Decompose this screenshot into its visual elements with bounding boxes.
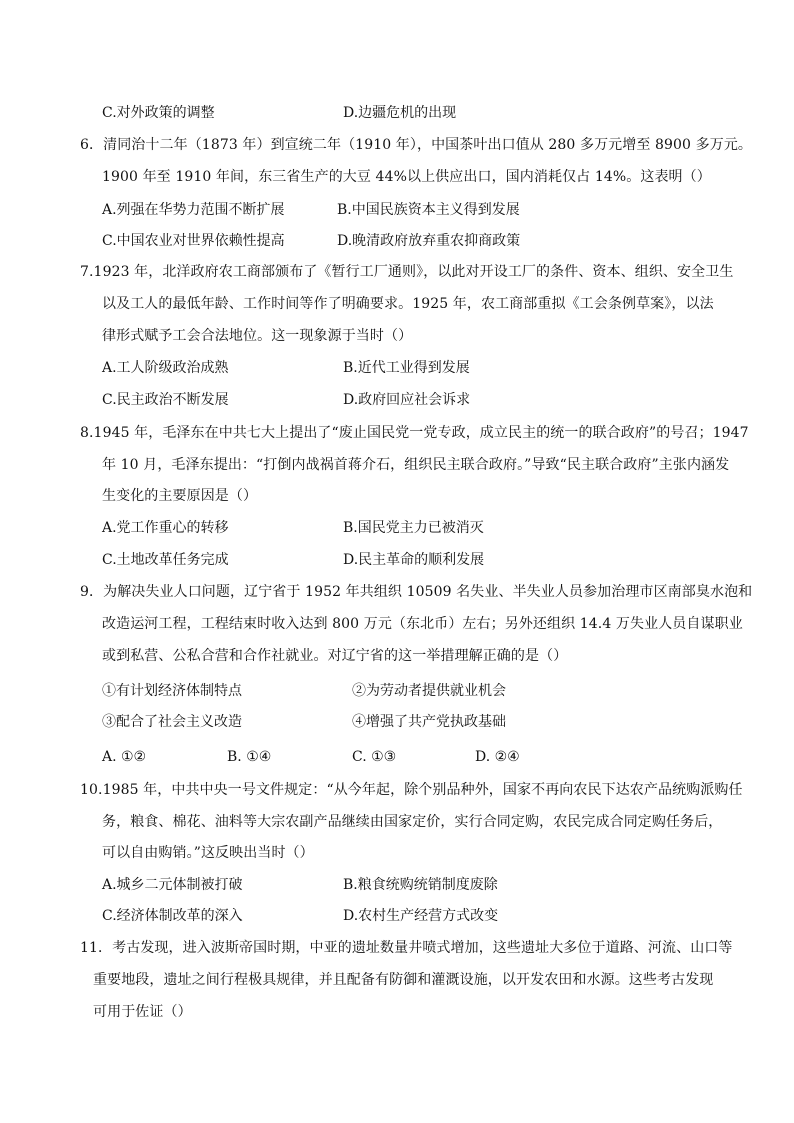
q9-option-d: D. ②④ (475, 749, 520, 765)
q7-option-b: B.近代工业得到发展 (343, 360, 470, 376)
q8-stem-line-3: 生变化的主要原因是（） (102, 488, 258, 504)
q11-stem-line-2: 重要地段，遗址之间行程极具规律，并且配备有防御和灌溉设施，以开发农田和水源。这些考古发现 (93, 972, 714, 988)
q7-option-c: C.民主政治不断发展 (102, 392, 229, 408)
q8-option-b: B.国民党主力已被消灭 (343, 520, 484, 536)
q7-option-a: A.工人阶级政治成熟 (102, 360, 229, 376)
q8-option-d: D.民主革命的顺利发展 (343, 552, 485, 568)
q6-option-a: A.列强在华势力范围不断扩展 (102, 202, 285, 218)
q6-option-c: C.中国农业对世界依赖性提高 (102, 233, 285, 249)
q7-stem-line-3: 律形式赋予工会合法地位。这一现象源于当时（） (102, 328, 413, 344)
q7-option-d: D.政府回应社会诉求 (343, 392, 471, 408)
q6-option-d: D.晚清政府放弃重农抑商政策 (337, 233, 521, 249)
q9-item-1: ①有计划经济体制特点 (102, 683, 242, 699)
q9-option-a: A. ①② (102, 749, 147, 765)
q8-option-a: A.党工作重心的转移 (102, 520, 229, 536)
q9-stem-line-3: 或到私营、公私合营和合作社就业。对辽宁省的这一举措理解正确的是（） (102, 648, 568, 664)
q10-stem-line-3: 可以自由购销。”这反映出当时（） (102, 845, 314, 861)
q10-stem-line-2: 务，粮食、棉花、油料等大宗农副产品继续由国家定价，实行合同定购，农民完成合同定购任务后， (102, 814, 723, 830)
q9-option-b: B. ①④ (227, 749, 272, 765)
q11-stem-line-3: 可用于佐证（） (93, 1004, 192, 1020)
q9-stem-line-2: 改造运河工程，工程结束时收入达到 800 万元（东北币）左右；另外还组织 14.4 万失业人员自谋职业 (102, 616, 743, 632)
q9-option-c: C. ①③ (352, 749, 397, 765)
q10-stem-line-1: 10.1985 年，中共中央一号文件规定：“从今年起，除个别品种外，国家不再向农民下达农产品统购派购任 (80, 782, 743, 798)
q6-stem-line-2: 1900 年至 1910 年间，东三省生产的大豆 44%以上供应出口，国内消耗仅占 14%。这表明（） (102, 169, 711, 185)
q11-stem-line-1: 11．考古发现，进入波斯帝国时期，中亚的遗址数量井喷式增加，这些遗址大多位于道路、河流、山口等 (80, 940, 733, 956)
q9-item-2: ②为劳动者提供就业机会 (352, 683, 506, 699)
q9-item-4: ④增强了共产党执政基础 (352, 714, 506, 730)
q9-item-3: ③配合了社会主义改造 (102, 714, 242, 730)
q8-option-c: C.土地改革任务完成 (102, 552, 229, 568)
q10-option-a: A.城乡二元体制被打破 (102, 877, 243, 893)
q5-option-c: C.对外政策的调整 (102, 105, 215, 121)
q8-stem-line-1: 8.1945 年，毛泽东在中共七大上提出了“废止国民党一党专政，成立民主的统一的联合政府”的号召；1947 (80, 425, 749, 441)
q7-stem-line-1: 7.1923 年，北洋政府农工商部颁布了《暂行工厂通则》，以此对开设工厂的条件、资本、组织、安全卫生 (80, 264, 734, 280)
q10-option-c: C.经济体制改革的深入 (102, 908, 243, 924)
q6-option-b: B.中国民族资本主义得到发展 (337, 202, 520, 218)
q9-stem-line-1: 9．为解决失业人口问题，辽宁省于 1952 年共组织 10509 名失业、半失业人员参加治理市区南部臭水泡和 (80, 584, 753, 600)
q8-stem-line-2: 年 10 月，毛泽东提出：“打倒内战祸首蒋介石，组织民主联合政府。”导致“民主联合政府”主张内涵发 (102, 457, 730, 473)
q7-stem-line-2: 以及工人的最低年龄、工作时间等作了明确要求。1925 年，农工商部重拟《工会条例草案》，以法 (102, 296, 714, 312)
q10-option-b: B.粮食统购统销制度废除 (343, 877, 498, 893)
q10-option-d: D.农村生产经营方式改变 (343, 908, 499, 924)
q5-option-d: D.边疆危机的出现 (343, 105, 457, 121)
q6-stem-line-1: 6．清同治十二年（1873 年）到宣统二年（1910 年），中国茶叶出口值从 280 多万元增至 8900 多万元。 (80, 137, 753, 153)
